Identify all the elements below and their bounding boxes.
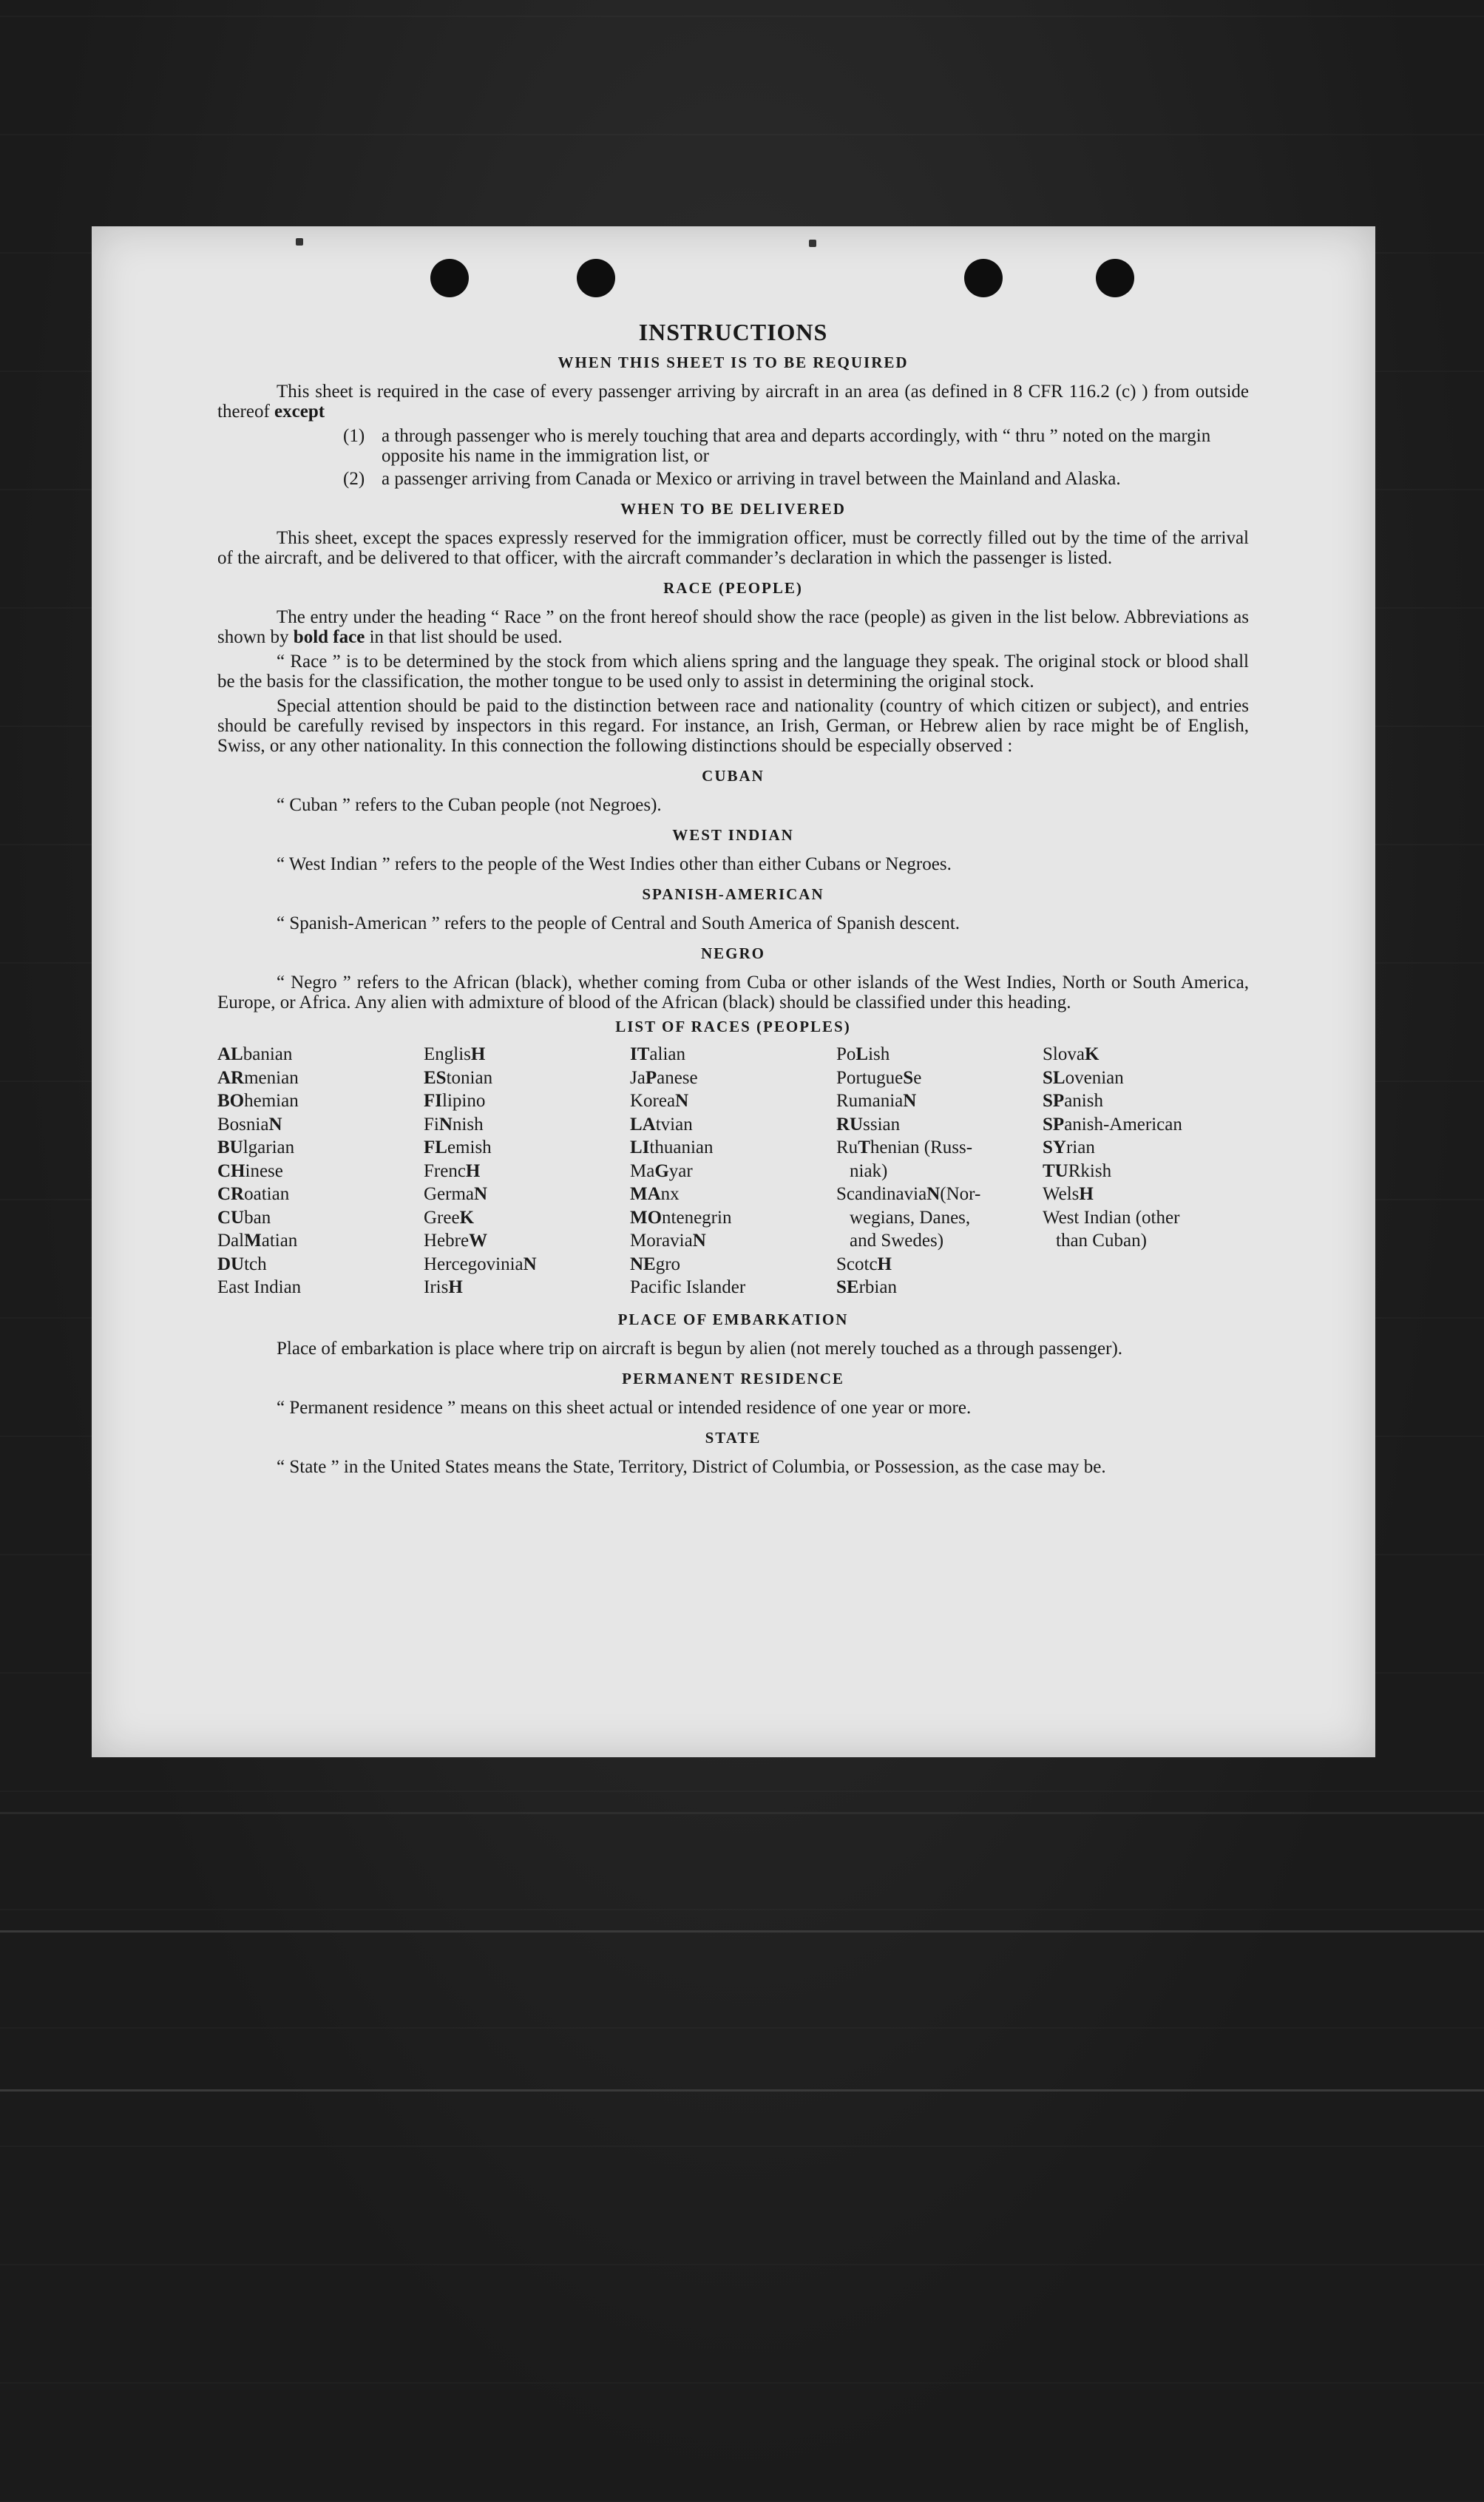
race-entry: RUssian xyxy=(836,1114,901,1135)
section-heading-when-delivered: WHEN TO BE DELIVERED xyxy=(620,500,846,518)
race-entry: ARmenian xyxy=(217,1067,299,1088)
race-entry: ScandinaviaN(Nor- xyxy=(836,1184,981,1204)
instruction-sheet xyxy=(92,226,1375,1757)
races-column xyxy=(836,1043,1043,1299)
race-entry: LIthuanian xyxy=(630,1137,714,1157)
races-column xyxy=(1043,1043,1249,1299)
race-entry: IrisH xyxy=(424,1277,463,1297)
punch-hole xyxy=(964,259,1003,297)
race-entry: BOhemian xyxy=(217,1091,299,1111)
race-entry: FrencH xyxy=(424,1160,481,1181)
section-heading-when-required: WHEN THIS SHEET IS TO BE REQUIRED xyxy=(558,354,909,371)
race-entry: JaPanese xyxy=(630,1067,698,1088)
races-column xyxy=(630,1043,836,1299)
race-entry: SPanish xyxy=(1043,1091,1103,1111)
film-scratch-line xyxy=(0,1930,1484,1933)
film-scratch-line xyxy=(0,2089,1484,2092)
race-entry: Pacific Islander xyxy=(630,1277,746,1297)
race-entry: MOntenegrin xyxy=(630,1207,732,1228)
race-entry: HercegoviniaN xyxy=(424,1254,537,1274)
spanish-american-text: “ Spanish-American ” refers to the people of Central and South America of Spanish descent. xyxy=(277,913,960,933)
instructions-body xyxy=(217,319,1249,1481)
race-entry: RumaniaN xyxy=(836,1091,917,1111)
section-heading-negro: NEGRO xyxy=(700,944,765,962)
race-entry: RuThenian (Russ- xyxy=(836,1137,973,1157)
film-speck xyxy=(809,240,816,247)
page-title: INSTRUCTIONS xyxy=(638,319,828,345)
negro-text: “ Negro ” refers to the African (black), whether coming from Cuba or other islands of the West Indies, North or South America, Europe, or Africa. Any alien with admixture of blood of the African (black) should be classified under this heading. xyxy=(217,973,1249,1012)
races-column xyxy=(217,1043,424,1299)
race-entry: MoraviaN xyxy=(630,1231,706,1251)
race-paragraph-2: “ Race ” is to be determined by the stock from which aliens spring and the language they speak. The original stock or blood shall be the basis for the classification, the mother tongue to be used only to assist in determining the original stock. xyxy=(217,652,1249,692)
race-entry: SYrian xyxy=(1043,1137,1095,1157)
race-entry: GreeK xyxy=(424,1207,475,1228)
race-entry: than Cuban) xyxy=(1056,1231,1147,1251)
race-entry: West Indian (other xyxy=(1043,1207,1180,1228)
race-entry: ALbanian xyxy=(217,1044,293,1064)
race-entry: SErbian xyxy=(836,1277,897,1297)
races-list xyxy=(217,1043,1249,1299)
section-heading-cuban: CUBAN xyxy=(702,767,765,785)
race-entry: ScotcH xyxy=(836,1254,892,1274)
race-entry: SLovenian xyxy=(1043,1067,1124,1088)
cuban-text: “ Cuban ” refers to the Cuban people (not Negroes). xyxy=(277,795,662,815)
section-heading-state: STATE xyxy=(705,1428,762,1447)
except-bold: except xyxy=(274,402,325,422)
race-entry: and Swedes) xyxy=(850,1231,944,1251)
punch-hole xyxy=(430,259,469,297)
section-heading-race: RACE (PEOPLE) xyxy=(663,579,803,597)
race-entry: DalMatian xyxy=(217,1231,298,1251)
punch-hole xyxy=(1096,259,1134,297)
race-entry: CUban xyxy=(217,1207,271,1228)
race-paragraph-1: The entry under the heading “ Race ” on the front hereof should show the race (people) as given in the list below. Abbreviations as shown by bold face in that list should be used. xyxy=(217,607,1249,647)
race-entry: SlovaK xyxy=(1043,1044,1100,1064)
race-entry: PoLish xyxy=(836,1044,890,1064)
list-item: (2) a passenger arriving from Canada or Mexico or arriving in travel between the Mainland and Alaska. xyxy=(343,469,1121,489)
film-speck xyxy=(296,238,303,246)
west-indian-text: “ West Indian ” refers to the people of the West Indies other than either Cubans or Negroes. xyxy=(277,854,952,874)
race-entry: PortugueSe xyxy=(836,1067,922,1088)
race-entry: TURkish xyxy=(1043,1160,1112,1181)
race-entry: BosniaN xyxy=(217,1114,282,1135)
list-item: (1) a through passenger who is merely touching that area and departs accordingly, with “ thru ” noted on the margin opposite his name in the immigration list, or xyxy=(343,426,1211,466)
embarkation-text: Place of embarkation is place where trip on aircraft is begun by alien (not merely touched as a through passenger). xyxy=(277,1338,1123,1359)
section-heading-embarkation: PLACE OF EMBARKATION xyxy=(617,1310,849,1328)
race-entry: ITalian xyxy=(630,1044,685,1064)
races-column xyxy=(424,1043,630,1299)
section-heading-spanish-american: SPANISH-AMERICAN xyxy=(642,885,824,903)
race-paragraph-3: Special attention should be paid to the distinction between race and nationality (country of which citizen or subject), and entries should be carefully revised by inspectors in this regard. For instance, an Irish, German, or Hebrew alien by race might be of English, Swiss, or any other nationality. In this connection the following distinctions should be especially observed : xyxy=(217,696,1249,756)
residence-text: “ Permanent residence ” means on this sheet actual or intended residence of one year or more. xyxy=(277,1397,972,1418)
race-entry: BUlgarian xyxy=(217,1137,295,1157)
race-entry: EnglisH xyxy=(424,1044,486,1064)
race-entry: niak) xyxy=(850,1160,888,1181)
race-entry: MAnx xyxy=(630,1184,680,1204)
section-heading-residence: PERMANENT RESIDENCE xyxy=(622,1369,844,1387)
race-entry: FIlipino xyxy=(424,1091,486,1111)
race-entry: DUtch xyxy=(217,1254,267,1274)
race-entry: NEgro xyxy=(630,1254,681,1274)
section-heading-west-indian: WEST INDIAN xyxy=(672,826,794,844)
race-entry: EStonian xyxy=(424,1067,493,1088)
section-heading-list-of-races: LIST OF RACES (PEOPLES) xyxy=(615,1018,851,1035)
race-entry: FLemish xyxy=(424,1137,492,1157)
race-entry: WelsH xyxy=(1043,1184,1094,1204)
race-entry: LAtvian xyxy=(630,1114,693,1135)
race-entry: HebreW xyxy=(424,1231,488,1251)
race-entry: CRoatian xyxy=(217,1184,290,1204)
film-scratch-line xyxy=(0,1812,1484,1814)
when-delivered-text: This sheet, except the spaces expressly reserved for the immigration officer, must be correctly filled out by the time of the arrival of the aircraft, and be delivered to that officer, with the aircraft commander’s declaration in which the passenger is listed. xyxy=(217,528,1249,568)
race-entry: GermaN xyxy=(424,1184,488,1204)
race-entry: MaGyar xyxy=(630,1160,693,1181)
race-entry: East Indian xyxy=(217,1277,302,1297)
when-required-intro: This sheet is required in the case of every passenger arriving by aircraft in an area (as defined in 8 CFR 116.2 (c) ) from outside thereof except xyxy=(217,382,1249,422)
race-entry: FiNnish xyxy=(424,1114,484,1135)
race-entry: SPanish-American xyxy=(1043,1114,1182,1135)
state-text: “ State ” in the United States means the State, Territory, District of Columbia, or Possession, as the case may be. xyxy=(277,1456,1106,1477)
race-entry: wegians, Danes, xyxy=(850,1207,971,1228)
punch-hole xyxy=(577,259,615,297)
race-entry: KoreaN xyxy=(630,1091,689,1111)
race-entry: CHinese xyxy=(217,1160,283,1181)
